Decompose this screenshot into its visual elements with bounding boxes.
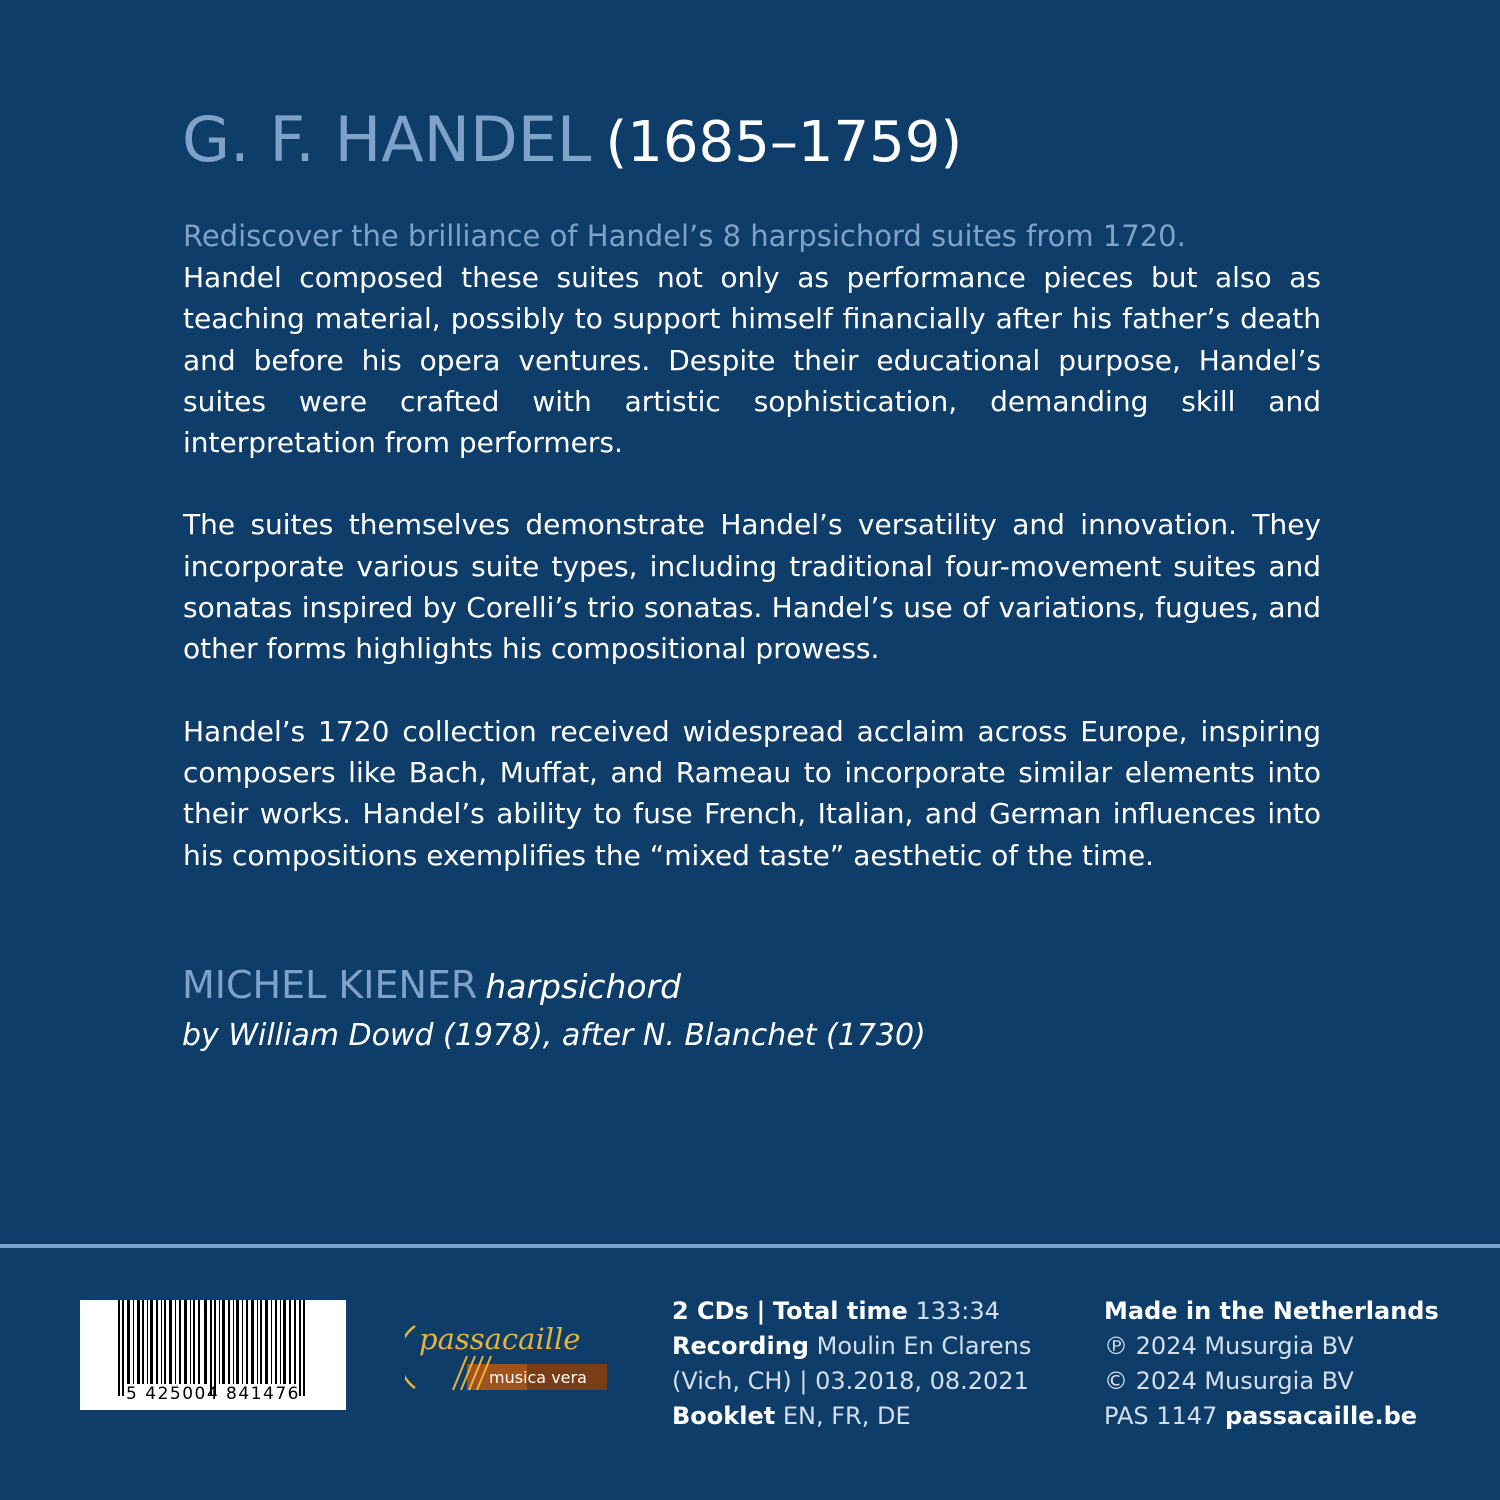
phonogram-notice: ℗ 2024 Musurgia BV: [1104, 1332, 1354, 1360]
performer-name: MICHEL KIENER: [182, 963, 478, 1007]
legal-info: [1104, 1294, 1439, 1434]
paragraph-1: Handel composed these suites not only as performance pieces but also as teaching material, possibly to support himself financially after his father’s death and before his opera ventures. Despite their educational purpose, Handel’s suites were crafted with artistic sophistication, demanding skill and interpretation from performers.: [183, 261, 1321, 460]
copyright-notice: © 2024 Musurgia BV: [1104, 1367, 1354, 1395]
label-name: passacaille: [419, 1322, 581, 1356]
album-title: [182, 100, 962, 183]
divider: [0, 1244, 1500, 1248]
composer-years: (1685–1759): [605, 110, 963, 175]
label-tagline: musica vera: [489, 1368, 587, 1387]
description: [183, 216, 1321, 876]
label-logo: [405, 1318, 615, 1394]
paragraph-3: Handel’s 1720 collection received widespread acclaim across Europe, inspiring composers like Bach, Muffat, and Rameau to incorporate similar elements into their works. Handel’s ability to fuse French, Italian, and German influences into his compositions exemplifies the “mixed taste” aesthetic of the time.: [183, 714, 1321, 872]
performer: [182, 960, 681, 1012]
performer-instrument: harpsichord: [485, 967, 682, 1006]
info-line-2: Recording Moulin En Clarens: [672, 1332, 1032, 1360]
paragraph-2: The suites themselves demonstrate Handel’s versatility and innovation. They incorporate various suite types, including traditional four-movement suites and sonatas inspired by Corelli’s trio sonatas. Handel’s use of variations, fugues, and other forms highlights his compositional prowess.: [183, 508, 1321, 666]
made-in: Made in the Netherlands: [1104, 1297, 1439, 1325]
catalog-line: PAS 1147 passacaille.be: [1104, 1402, 1418, 1430]
release-info: [672, 1294, 1031, 1434]
info-line-3: (Vich, CH) | 03.2018, 08.2021: [672, 1367, 1029, 1395]
composer-name: G. F. HANDEL: [182, 103, 592, 176]
info-line-4: Booklet EN, FR, DE: [672, 1402, 911, 1430]
instrument-note: by William Dowd (1978), after N. Blanchet (1730): [182, 1018, 926, 1053]
lead-sentence: Rediscover the brilliance of Handel’s 8 harpsichord suites from 1720.: [183, 219, 1186, 253]
website-link[interactable]: passacaille.be: [1224, 1402, 1418, 1430]
barcode: [80, 1300, 346, 1410]
info-line-1: 2 CDs | Total time 133:34: [672, 1297, 1000, 1325]
barcode-number: 5 425004 841476: [126, 1384, 300, 1404]
